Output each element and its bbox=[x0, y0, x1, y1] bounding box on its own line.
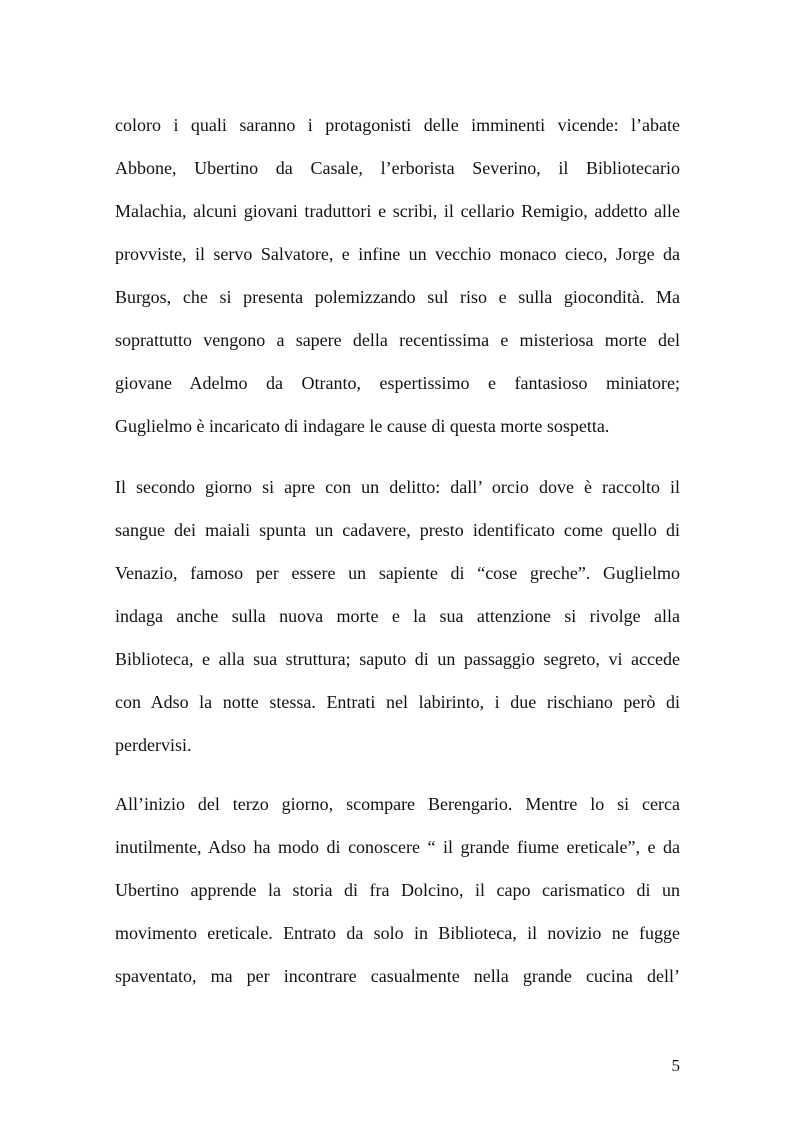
text-line: coloro i quali saranno i protagonisti delle imminenti vicende: l’abate bbox=[115, 115, 680, 135]
text-line: movimento ereticale. Entrato da solo in Biblioteca, il novizio ne fugge bbox=[115, 923, 680, 943]
paragraph-2 bbox=[115, 476, 680, 763]
text-line: Malachia, alcuni giovani traduttori e scribi, il cellario Remigio, addetto alle bbox=[115, 201, 680, 221]
text-line: soprattutto vengono a sapere della recentissima e misteriosa morte del bbox=[115, 330, 680, 350]
text-line: Burgos, che si presenta polemizzando sul riso e sulla giocondità. Ma bbox=[115, 287, 680, 307]
text-line: sangue dei maiali spunta un cadavere, presto identificato come quello di bbox=[115, 520, 680, 540]
text-line: giovane Adelmo da Otranto, espertissimo e fantasioso miniatore; bbox=[115, 373, 680, 393]
text-line: Ubertino apprende la storia di fra Dolcino, il capo carismatico di un bbox=[115, 880, 680, 900]
text-line: Abbone, Ubertino da Casale, l’erborista Severino, il Bibliotecario bbox=[115, 158, 680, 178]
text-line: Biblioteca, e alla sua struttura; saputo di un passaggio segreto, vi accede bbox=[115, 649, 680, 669]
text-line: perdervisi. bbox=[115, 735, 192, 755]
text-line: Guglielmo è incaricato di indagare le cause di questa morte sospetta. bbox=[115, 416, 610, 436]
text-line: con Adso la notte stessa. Entrati nel labirinto, i due rischiano però di bbox=[115, 692, 680, 712]
text-line: Venazio, famoso per essere un sapiente di “cose greche”. Guglielmo bbox=[115, 563, 680, 583]
paragraph-1 bbox=[115, 114, 680, 444]
text-line: inutilmente, Adso ha modo di conoscere “ il grande fiume ereticale”, e da bbox=[115, 837, 680, 857]
page-number: 5 bbox=[671, 1056, 680, 1075]
paragraph-3 bbox=[115, 793, 680, 994]
text-line: spaventato, ma per incontrare casualmente nella grande cucina dell’ bbox=[115, 966, 680, 986]
text-line: indaga anche sulla nuova morte e la sua attenzione si rivolge alla bbox=[115, 606, 680, 626]
text-line: All’inizio del terzo giorno, scompare Berengario. Mentre lo si cerca bbox=[115, 794, 680, 814]
text-line: provviste, il servo Salvatore, e infine un vecchio monaco cieco, Jorge da bbox=[115, 244, 680, 264]
text-line: Il secondo giorno si apre con un delitto: dall’ orcio dove è raccolto il bbox=[115, 477, 680, 497]
